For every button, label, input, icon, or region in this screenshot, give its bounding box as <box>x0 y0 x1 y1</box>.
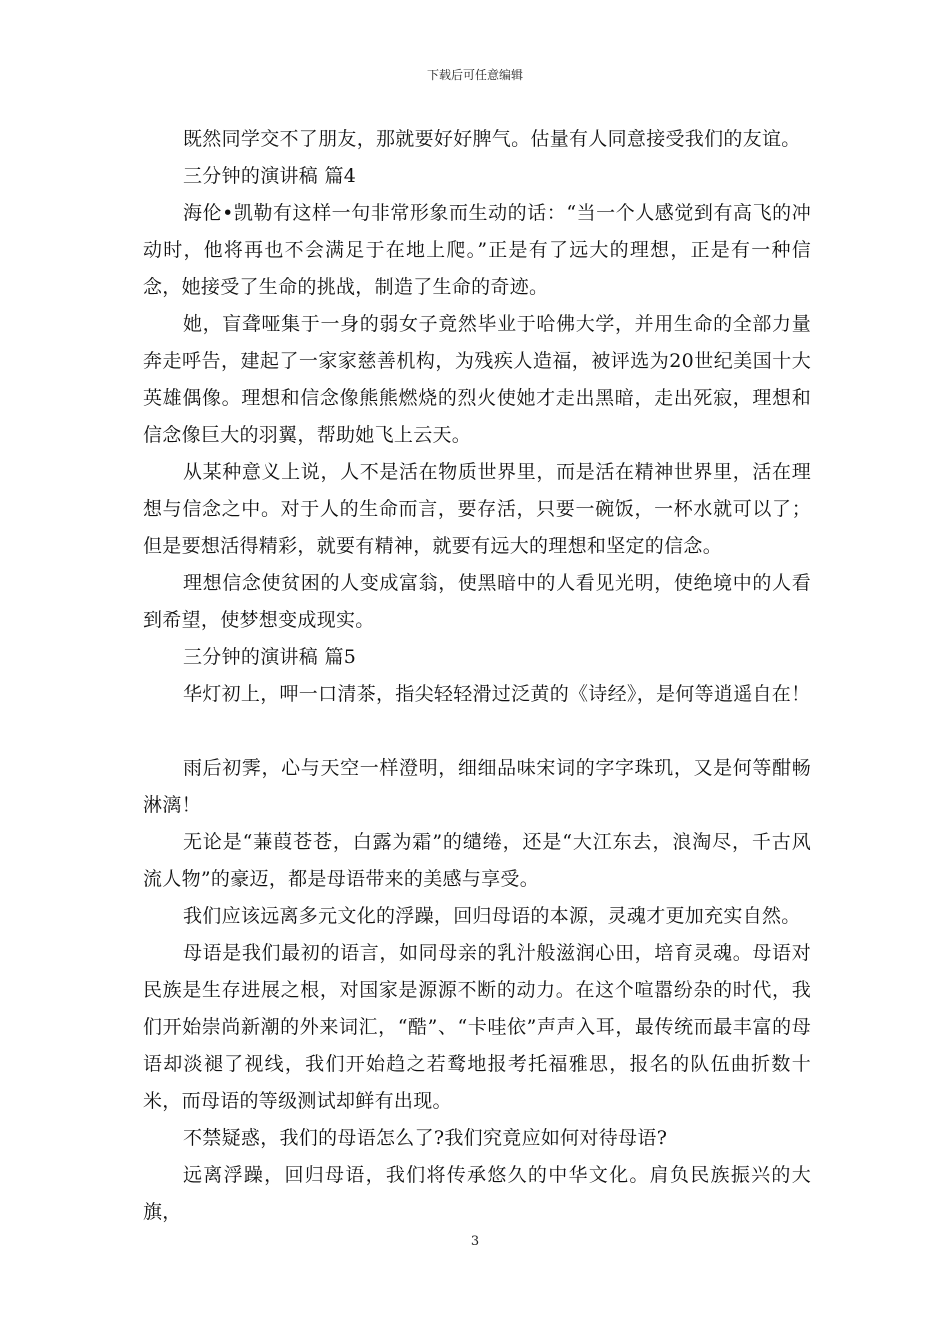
paragraph: 既然同学交不了朋友，那就要好好脾气。估量有人同意接受我们的友谊。 <box>183 128 801 150</box>
page-number: 3 <box>470 1234 480 1249</box>
paragraph: 母语是我们最初的语言，如同母亲的乳汁般滋润心田，培育灵魂。母语对民族是生存进展之根，对国家是源源不断的动力。在这个喧嚣纷杂的时代，我们开始崇尚新潮的外来词汇，“酷”、“卡哇依”声声入耳，最传统而最丰富的母语却淡褪了视线，我们开始趋之若鹜地报考托福雅思，报名的队伍曲折数十米，而母语的等级测试却鲜有出现。 <box>143 942 811 1112</box>
body-text <box>143 121 811 1231</box>
paragraph: 理想信念使贫困的人变成富翁，使黑暗中的人看见光明，使绝境中的人看到希望，使梦想变成现实。 <box>143 572 811 631</box>
paragraph: 她，盲聋哑集于一身的弱女子竟然毕业于哈佛大学，并用生命的全部力量奔走呼告，建起了一家家慈善机构，为残疾人造福，被评选为20世纪美国十大英雄偶像。理想和信念像熊熊燃烧的烈火使她才走出黑暗，走出死寂，理想和信念像巨大的羽翼，帮助她飞上云天。 <box>143 313 811 446</box>
page-header: 下载后可任意编辑 <box>426 68 523 82</box>
paragraph: 无论是“蒹葭苍苍，白露为霜”的缱绻，还是“大江东去，浪淘尽，千古风流人物”的豪迈，都是母语带来的美感与享受。 <box>143 831 811 890</box>
section-heading: 三分钟的演讲稿 篇5 <box>183 646 357 668</box>
paragraph: 远离浮躁，回归母语，我们将传承悠久的中华文化。肩负民族振兴的大旗， <box>143 1164 811 1223</box>
paragraph: 华灯初上，呷一口清茶，指尖轻轻滑过泛黄的《诗经》，是何等逍遥自在！ <box>183 683 811 705</box>
paragraph: 海伦•凯勒有这样一句非常形象而生动的话：“当一个人感觉到有高飞的冲动时，他将再也不会满足于在地上爬。”正是有了远大的理想，正是有一种信念，她接受了生命的挑战，制造了生命的奇迹。 <box>143 202 811 298</box>
section-heading: 三分钟的演讲稿 篇4 <box>183 165 357 187</box>
paragraph: 雨后初霁，心与天空一样澄明，细细品味宋词的字字珠玑，又是何等酣畅淋漓！ <box>143 757 811 816</box>
paragraph: 我们应该远离多元文化的浮躁，回归母语的本源，灵魂才更加充实自然。 <box>183 905 801 927</box>
paragraph: 从某种意义上说，人不是活在物质世界里，而是活在精神世界里，活在理想与信念之中。对于人的生命而言，要存活，只要一碗饭，一杯水就可以了；但是要想活得精彩，就要有精神，就要有远大的理想和坚定的信念。 <box>143 461 811 557</box>
paragraph: 不禁疑惑，我们的母语怎么了?我们究竟应如何对待母语? <box>183 1127 668 1149</box>
